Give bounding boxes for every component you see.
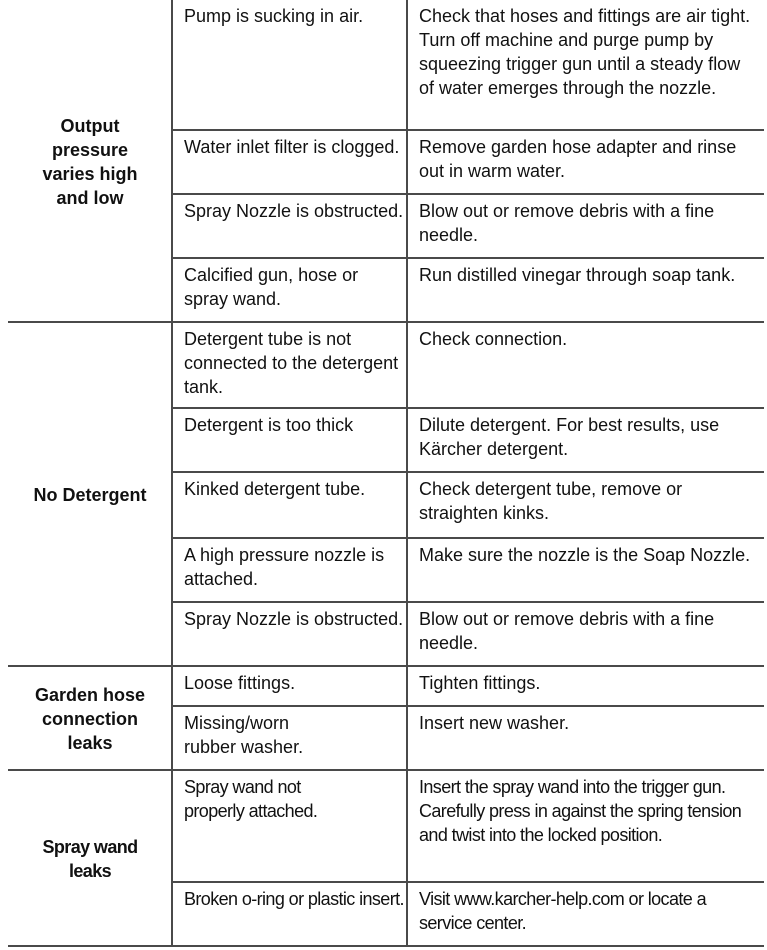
symptom-cell: [8, 667, 172, 771]
group-spray-wand-leaks: [8, 771, 764, 947]
remedy-cell: Run distilled vinegar through soap tank.: [419, 265, 736, 285]
remedy-cell: Visit www.karcher-help.com or locate a service center.: [419, 889, 706, 933]
group-divider: [8, 945, 764, 947]
table-row: [172, 0, 764, 131]
cause-cell: Loose fittings.: [184, 673, 296, 693]
cause-cell: Calcified gun, hose or spray wand.: [184, 265, 359, 309]
symptom-cell: [8, 771, 172, 947]
table-row: [172, 667, 764, 707]
cause-cell: Detergent tube is not connected to the detergent tank.: [184, 329, 399, 397]
symptom-text: No Detergent: [33, 485, 147, 505]
symptom-text: Garden hose: [34, 685, 146, 705]
table-row: [172, 473, 764, 539]
table-row: [172, 771, 764, 883]
group-no-detergent: [8, 323, 764, 667]
remedy-cell: Insert the spray wand into the trigger gun. Carefully press in against the spring tension and twist into the locked position.: [419, 777, 742, 845]
table-row: [172, 131, 764, 195]
cause-cell: Spray Nozzle is obstructed.: [184, 609, 404, 629]
table-row: [172, 409, 764, 473]
table-row: [172, 883, 764, 947]
symptom-cell: [8, 323, 172, 667]
table-row: [172, 259, 764, 323]
cause-cell: Spray wand not properly attached.: [184, 777, 318, 821]
table-row: [172, 195, 764, 259]
cause-cell: Water inlet filter is clogged.: [184, 137, 400, 157]
table-row: [172, 707, 764, 771]
remedy-cell: Check detergent tube, remove or straighten kinks.: [419, 479, 683, 523]
symptom-cell: [8, 0, 172, 323]
symptom-text: and low: [56, 187, 124, 208]
remedy-cell: Tighten fittings.: [419, 673, 541, 693]
remedy-cell: Make sure the nozzle is the Soap Nozzle.: [419, 545, 751, 565]
remedy-cell: Check connection.: [419, 329, 568, 349]
cause-cell: Broken o-ring or plastic insert.: [184, 889, 404, 909]
cause-cell: Kinked detergent tube.: [184, 479, 366, 499]
remedy-cell: Blow out or remove debris with a fine needle.: [419, 201, 715, 245]
cause-cell: Pump is sucking in air.: [184, 6, 364, 26]
symptom-text: leaks: [67, 733, 113, 753]
remedy-cell: Check that hoses and fittings are air tight. Turn off machine and purge pump by squeezing trigger gun until a steady flow of water emerges through the nozzle.: [419, 6, 751, 98]
cause-cell: Detergent is too thick: [184, 415, 354, 435]
symptom-text: leaks: [68, 861, 112, 881]
cause-cell: A high pressure nozzle is attached.: [184, 545, 385, 589]
cause-cell: Spray Nozzle is obstructed.: [184, 201, 404, 221]
symptom-text: pressure: [51, 139, 129, 160]
table-row: [172, 603, 764, 667]
remedy-cell: Insert new washer.: [419, 713, 570, 733]
symptom-text: varies high: [42, 163, 138, 184]
remedy-cell: Dilute detergent. For best results, use Kärcher detergent.: [419, 415, 720, 459]
remedy-cell: Remove garden hose adapter and rinse out in warm water.: [419, 137, 737, 181]
symptom-text: connection: [41, 709, 138, 729]
group-output-pressure: [8, 0, 764, 323]
group-garden-hose-leaks: [8, 667, 764, 771]
table-row: [172, 539, 764, 603]
symptom-text: Output: [60, 115, 120, 136]
remedy-cell: Blow out or remove debris with a fine needle.: [419, 609, 715, 653]
table-row: [172, 323, 764, 409]
symptom-text: Spray wand: [42, 837, 138, 857]
cause-cell: Missing/worn rubber washer.: [184, 713, 304, 757]
